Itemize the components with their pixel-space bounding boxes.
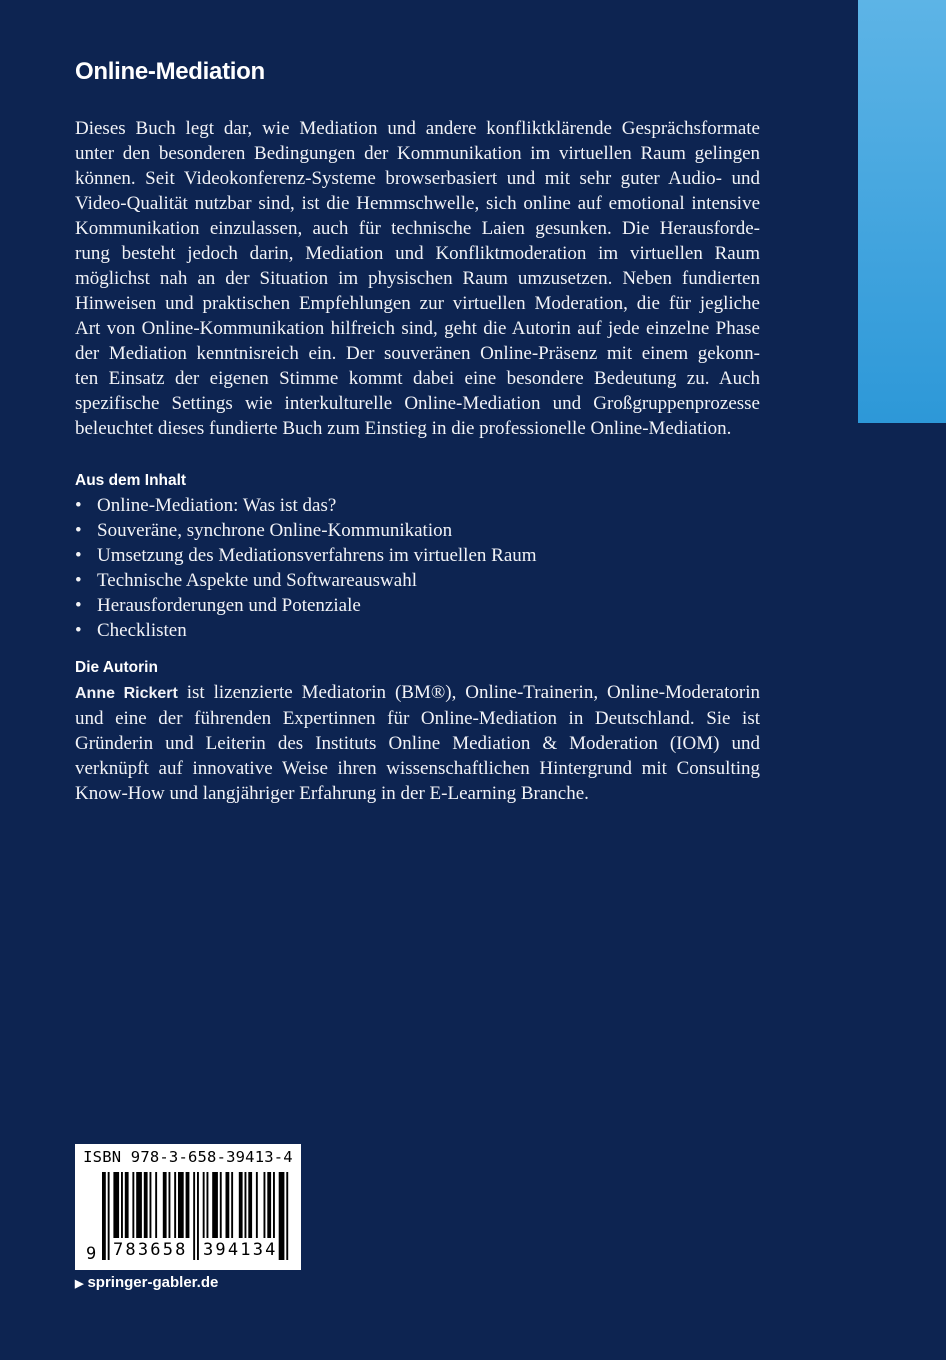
barcode-bar xyxy=(212,1172,218,1238)
author-bio-line: und eine der führenden Expertinnen für Online-Mediation in Deutschland. Sie ist xyxy=(75,708,760,729)
description-line: Hinweisen und praktischen Empfehlungen zur virtuellen Moderation, die für jegliche xyxy=(75,293,760,314)
barcode-bar xyxy=(163,1172,167,1238)
description-line: möglichst nah an der Situation im physischen Raum umzusetzen. Neben fundierten xyxy=(75,268,760,289)
barcode-bar xyxy=(279,1172,285,1260)
publisher-link[interactable] xyxy=(75,1274,218,1291)
contents-item xyxy=(75,593,760,618)
author-bio-line xyxy=(75,680,760,706)
barcode-bar xyxy=(226,1172,230,1238)
book-description xyxy=(75,116,760,441)
contents-item-label: Technische Aspekte und Softwareauswahl xyxy=(97,570,417,591)
contents-list xyxy=(75,493,760,643)
description-line: unter den besonderen Bedingungen der Kommunikation im virtuellen Raum gelingen xyxy=(75,143,760,164)
barcode-bar xyxy=(273,1172,275,1238)
accent-strip xyxy=(858,0,946,423)
isbn-label: ISBN 978-3-658-39413-4 xyxy=(83,1148,293,1166)
barcode-bar xyxy=(125,1172,129,1238)
contents-item-label: Umsetzung des Mediationsverfahrens im virtuellen Raum xyxy=(97,545,537,566)
barcode-bar xyxy=(203,1172,205,1238)
barcode-bar xyxy=(186,1172,190,1238)
barcode-bar xyxy=(193,1172,195,1260)
barcode-bar xyxy=(121,1172,123,1238)
description-line: ten Einsatz der eigenen Stimme kommt dabei eine besondere Bedeutung zu. Auch xyxy=(75,368,760,389)
bullet-icon: • xyxy=(75,495,82,516)
description-line: Dieses Buch legt dar, wie Mediation und andere konfliktklärende Gesprächsformate xyxy=(75,118,760,139)
barcode-bar xyxy=(136,1172,142,1238)
barcode-bar xyxy=(174,1172,176,1238)
barcode-bar xyxy=(248,1172,252,1238)
contents-item xyxy=(75,518,760,543)
description-line: Art von Online-Kommunikation hilfreich sind, geht die Autorin auf jede einzelne Phase xyxy=(75,318,760,339)
barcode-bar xyxy=(245,1172,247,1238)
barcode-bar xyxy=(286,1172,288,1260)
arrow-right-icon: ▶ xyxy=(75,1278,84,1290)
barcode-bar xyxy=(155,1172,157,1238)
back-cover-content xyxy=(75,58,760,806)
author-bio-line: verknüpft auf innovative Weise ihren wissenschaftlichen Hintergrund mit Consulting xyxy=(75,758,760,779)
barcode-bar xyxy=(169,1172,171,1238)
contents-item-label: Souveräne, synchrone Online-Kommunikation xyxy=(97,520,453,541)
author-name: Anne Rickert xyxy=(75,685,178,702)
description-line: der Mediation kenntnisreich ein. Der souveränen Online-Präsenz mit einem gekonn- xyxy=(75,343,760,364)
barcode-bar xyxy=(144,1172,148,1238)
description-line: rung besteht jedoch darin, Mediation und Konfliktmoderation im virtuellen Raum xyxy=(75,243,760,264)
description-line: können. Seit Videokonferenz-Systeme browserbasiert und mit sehr guter Audio- und xyxy=(75,168,760,189)
barcode-bar xyxy=(150,1172,152,1238)
barcode-bar xyxy=(231,1172,233,1238)
author-bio-text: ist lizenzierte Mediatorin (BM®), Online-Trainerin, Online-Moderatorin xyxy=(177,682,760,703)
barcode-bar xyxy=(239,1172,243,1238)
contents-item-label: Checklisten xyxy=(97,620,187,641)
contents-item-label: Herausforderungen und Potenziale xyxy=(97,595,361,616)
contents-item-label: Online-Mediation: Was ist das? xyxy=(97,495,337,516)
bullet-icon: • xyxy=(75,570,82,591)
barcode-right-digits: 394134 xyxy=(203,1240,278,1260)
barcode-bar xyxy=(102,1172,106,1260)
author-bio-line: Gründerin und Leiterin des Instituts Online Mediation & Moderation (IOM) und xyxy=(75,733,760,754)
bullet-icon: • xyxy=(75,620,82,641)
contents-item xyxy=(75,543,760,568)
contents-heading: Aus dem Inhalt xyxy=(75,472,187,489)
author-bio-line: Know-How und langjähriger Erfahrung in der E-Learning Branche. xyxy=(75,783,589,804)
bullet-icon: • xyxy=(75,595,82,616)
barcode-bar xyxy=(220,1172,222,1238)
barcode-bar xyxy=(207,1172,209,1238)
barcode-bar xyxy=(132,1172,134,1238)
barcode-first-digit: 9 xyxy=(86,1244,97,1264)
barcode-bar xyxy=(178,1172,184,1238)
barcode-bar xyxy=(197,1172,199,1260)
barcode-bar xyxy=(267,1172,271,1238)
contents-item xyxy=(75,568,760,593)
book-title: Online-Mediation xyxy=(75,58,265,85)
isbn-barcode xyxy=(75,1144,301,1270)
publisher-link-label: springer-gabler.de xyxy=(87,1274,219,1291)
description-line: Kommunikation einzulassen, auch für technische Laien gesunken. Die Herausforde- xyxy=(75,218,760,239)
description-line: Video-Qualität nutzbar sind, ist die Hemmschwelle, sich online auf emotional intensive xyxy=(75,193,760,214)
bullet-icon: • xyxy=(75,520,82,541)
description-line: spezifische Settings wie interkulturelle Online-Mediation und Großgruppenprozesse xyxy=(75,393,760,414)
author-bio xyxy=(75,680,760,806)
barcode-bar xyxy=(113,1172,119,1238)
contents-item xyxy=(75,618,760,643)
barcode-bar xyxy=(256,1172,258,1238)
barcode-bar xyxy=(264,1172,266,1238)
barcode-left-digits: 783658 xyxy=(113,1240,188,1260)
author-heading: Die Autorin xyxy=(75,659,158,676)
bullet-icon: • xyxy=(75,545,82,566)
description-line: beleuchtet dieses fundierte Buch zum Einstieg in die professionelle Online-Mediation. xyxy=(75,418,732,439)
contents-item xyxy=(75,493,760,518)
barcode-bar xyxy=(108,1172,110,1260)
